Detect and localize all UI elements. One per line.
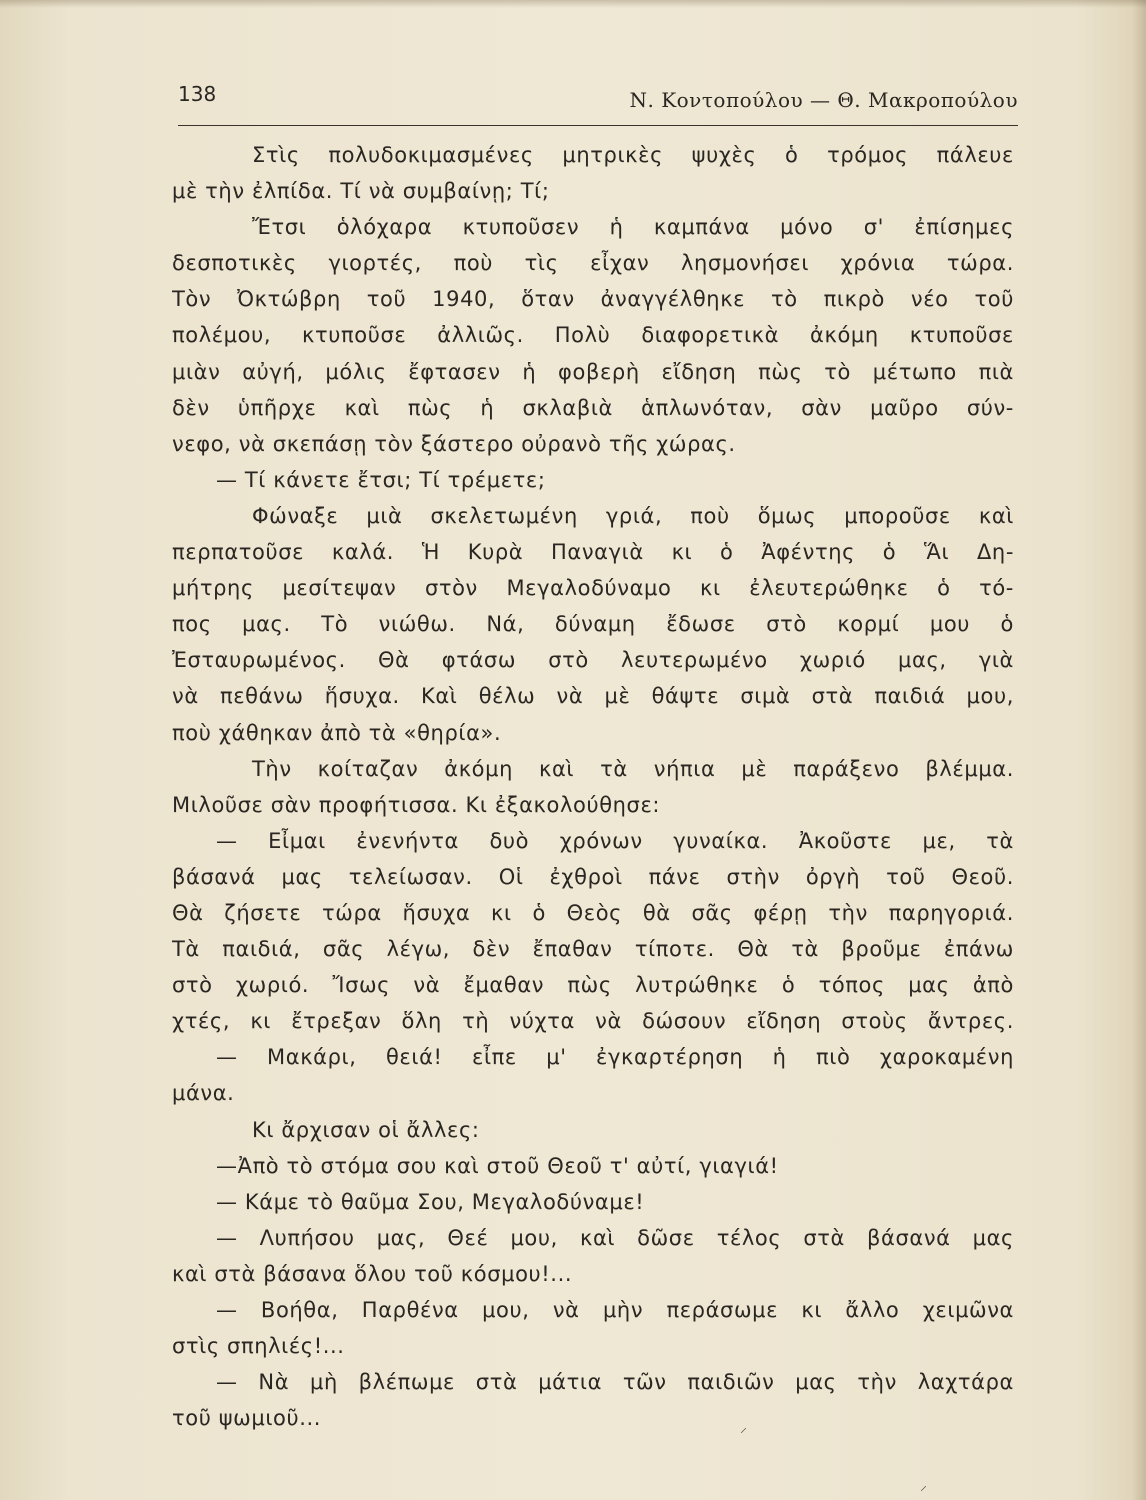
text-line: στὸ χωριό. Ἴσως νὰ ἔμαθαν πὼς λυτρώθηκε ὁ τόπος μας ἀπὸ <box>172 973 1014 998</box>
text-line: πολέμου, κτυποῦσε ἀλλιῶς. Πολὺ διαφορετικὰ ἀκόμη κτυποῦσε <box>172 323 1014 348</box>
text-line: Θὰ ζήσετε τώρα ἥσυχα κι ὁ Θεὸς θὰ σᾶς φέρῃ τὴν παρηγοριά. <box>172 900 1014 925</box>
page-header <box>178 78 1018 118</box>
text-line: Μιλοῦσε σὰν προφήτισσα. Κι ἐξακολούθησε: <box>172 792 661 817</box>
text-line: πος μας. Τὸ νιώθω. Νά, δύναμη ἔδωσε στὸ κορμί μου ὁ <box>172 612 1014 637</box>
text-line: μήτρης μεσίτεψαν στὸν Μεγαλοδύναμο κι ἐλευτερώθηκε ὁ τό- <box>172 576 1014 601</box>
text-line: δὲν ὑπῆρχε καὶ πὼς ἡ σκλαβιὰ ἁπλωνόταν, σὰν μαῦρο σύν- <box>172 395 1014 420</box>
text-line: — Μακάρι, θειά! εἶπε μ' ἐγκαρτέρηση ἡ πιὸ χαροκαμένη <box>216 1045 1014 1070</box>
text-line: Ἔτσι ὁλόχαρα κτυποῦσεν ἡ καμπάνα μόνο σ' ἐπίσημες <box>252 215 1014 240</box>
text-line: δεσποτικὲς γιορτές, ποὺ τὶς εἶχαν λησμονήσει χρόνια τώρα. <box>172 251 1014 276</box>
text-line: Στὶς πολυδοκιμασμένες μητρικὲς ψυχὲς ὁ τρόμος πάλευε <box>252 143 1014 167</box>
text-line: στὶς σπηλιές!... <box>172 1334 345 1359</box>
text-line: τοῦ ψωμιοῦ... <box>172 1406 322 1431</box>
text-line: μὲ τὴν ἐλπίδα. Τί νὰ συμβαίνῃ; Τί; <box>172 179 550 204</box>
text-line: χτές, κι ἔτρεξαν ὅλη τὴ νύχτα νὰ δώσουν εἴδηση στοὺς ἄντρες. <box>172 1009 1014 1034</box>
body-text <box>172 137 1014 1436</box>
text-line: περπατοῦσε καλά. Ἡ Κυρὰ Παναγιὰ κι ὁ Ἀφέντης ὁ Ἅι Δη- <box>172 540 1014 565</box>
text-line: Ἐσταυρωμένος. Θὰ φτάσω στὸ λευτερωμένο χωριό μας, γιὰ <box>172 648 1014 673</box>
text-line: Τὰ παιδιά, σᾶς λέγω, δὲν ἔπαθαν τίποτε. Θὰ τὰ βροῦμε ἐπάνω <box>172 937 1014 962</box>
text-line: —Ἀπὸ τὸ στόμα σου καὶ στοῦ Θεοῦ τ' αὐτί, γιαγιά! <box>216 1153 779 1178</box>
text-line: μιὰν αὐγή, μόλις ἔφτασεν ἡ φοβερὴ εἴδηση πὼς τὸ μέτωπο πιὰ <box>172 359 1014 384</box>
text-line: Τὴν κοίταζαν ἀκόμη καὶ τὰ νήπια μὲ παράξενο βλέμμα. <box>252 756 1014 781</box>
text-line: ποὺ χάθηκαν ἀπὸ τὰ «θηρία». <box>172 720 502 745</box>
text-line: νεφο, νὰ σκεπάσῃ τὸν ξάστερο οὐρανὸ τῆς χώρας. <box>172 431 736 456</box>
text-line: Τὸν Ὀκτώβρη τοῦ 1940, ὅταν ἀναγγέλθηκε τὸ πικρὸ νέο τοῦ <box>172 287 1014 312</box>
text-line: νὰ πεθάνω ἥσυχα. Καὶ θέλω νὰ μὲ θάψτε σιμὰ στὰ παιδιά μου, <box>172 684 1014 709</box>
text-line: Κι ἄρχισαν οἱ ἄλλες: <box>252 1117 480 1142</box>
text-line: — Λυπήσου μας, Θεέ μου, καὶ δῶσε τέλος στὰ βάσανά μας <box>216 1225 1014 1250</box>
page-right-shadow <box>1132 0 1146 1500</box>
text-line: — Εἶμαι ἐνενήντα δυὸ χρόνων γυναίκα. Ἀκοῦστε με, τὰ <box>216 828 1014 853</box>
text-line: — Τί κάνετε ἔτσι; Τί τρέμετε; <box>216 467 546 492</box>
text-line: — Νὰ μὴ βλέπωμε στὰ μάτια τῶν παιδιῶν μας τὴν λαχτάρα <box>216 1370 1014 1395</box>
page-top-shadow <box>0 0 1146 8</box>
text-line: Φώναξε μιὰ σκελετωμένη γριά, ποὺ ὅμως μποροῦσε καὶ <box>252 503 1014 528</box>
ink-speck: ⸝ <box>920 1478 927 1494</box>
text-line: βάσανά μας τελείωσαν. Οἱ ἐχθροὶ πάνε στὴν ὀργὴ τοῦ Θεοῦ. <box>172 864 1014 889</box>
header-rule <box>178 125 1018 126</box>
text-line: καὶ στὰ βάσανα ὅλου τοῦ κόσμου!... <box>172 1261 573 1286</box>
text-line: — Κάμε τὸ θαῦμα Σου, Μεγαλοδύναμε! <box>216 1189 645 1214</box>
text-line: — Βοήθα, Παρθένα μου, νὰ μὴν περάσωμε κι ἄλλο χειμῶνα <box>216 1298 1014 1322</box>
text-line: μάνα. <box>172 1081 235 1106</box>
ink-speck: ⸝ <box>740 1420 747 1436</box>
page-number: 138 <box>178 82 217 106</box>
running-head: Ν. Κοντοπούλου — Θ. Μακροπούλου <box>629 88 1018 112</box>
